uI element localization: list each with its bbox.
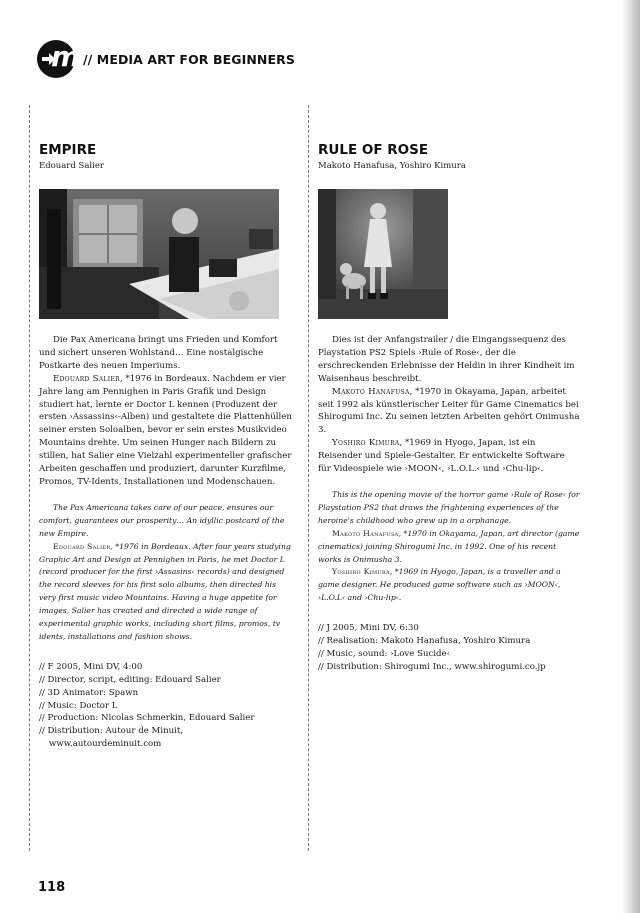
office-scene-image <box>39 189 279 319</box>
media-art-logo <box>37 40 81 78</box>
artist-name: Makoto Hanafusa <box>332 528 399 538</box>
girl-with-dog-image <box>318 189 448 319</box>
english-paragraph: This is the opening movie of the horror game ›Rule of Rose‹ for Playstation PS2 that draws the frightening experiences of the heroine's childhood who grew up in a orphanage. <box>318 489 580 525</box>
credit-line: // Distribution: Shirogumi Inc., www.shirogumi.co.jp <box>318 661 546 672</box>
credits-list <box>318 622 580 674</box>
credit-line: // Music, sound: ›Love Sucide‹ <box>318 648 451 659</box>
english-text <box>39 502 292 644</box>
credit-line: // 3D Animator: Spawn <box>39 687 139 698</box>
article-empire <box>39 142 292 751</box>
german-paragraph: Die Pax Americana bringt uns Frieden und Komfort und sichert unseren Wohlstand… Eine nostalgische Postkarte des neuen Imperiums. <box>39 335 278 371</box>
column-divider-left <box>29 105 30 851</box>
credit-line: // Distribution: Autour de Minuit, <box>39 726 184 737</box>
german-text <box>318 334 580 476</box>
german-text <box>39 334 292 489</box>
series-title: // MEDIA ART FOR BEGINNERS <box>83 52 295 67</box>
bio-text: , *1976 in Bordeaux. Nachdem er vier Jahre lang am Pennighen in Paris Grafik und Design studiert hat, lernte er Doctor L kennen (Produzent der ersten ›Assassins‹-Alben) und gestaltete die Plattenhüllen seiner ersten Soloalben, bevor er sein erstes Musikvideo Mountains drehte. Um seinen Hunger nach Bildern zu stillen, hat Salier eine Vielzahl experimenteller grafischer Arbeiten geschaffen und produziert, darunter Kurzfilme, Promos, TV-Idents, Installationen und Modenschauen. <box>39 373 292 487</box>
artist-name: Edouard Salier <box>53 373 120 384</box>
english-paragraph: The Pax Americana takes care of our peace, ensures our comfort, guarantees our prosperity… An idyllic postcard of the new Empire. <box>39 502 285 538</box>
credit-line: // J 2005, Mini DV, 6:30 <box>318 623 419 634</box>
artist-name: Yoshiro Kimura <box>332 438 400 449</box>
credit-line: // Director, script, editing: Edouard Salier <box>39 674 221 685</box>
logo-letter: m <box>51 40 81 73</box>
credit-line: // Realisation: Makoto Hanafusa, Yoshiro Kimura <box>318 636 531 647</box>
bio-text: , *1970 in Okayama, Japan, arbeitet seit 1992 als künstlerischer Leiter für Game Cinematics bei Shirogumi Inc. Zu seinen letzten Arbeiten gehört Onimusha 3. <box>318 386 580 436</box>
credit-line: // Production: Nicolas Schmerkin, Edouard Salier <box>39 713 255 724</box>
rule-of-rose-film-still <box>318 189 448 319</box>
german-paragraph: Dies ist der Anfangstrailer / die Eingangssequenz des Playstation PS2 Spiels ›Rule of Rose‹, der die erschreckenden Erlebnisse der Heldin in ihrer Kindheit im Waisenhaus beschreibt. <box>318 335 575 384</box>
artist-name: Edouard Salier <box>53 541 111 551</box>
english-text <box>318 489 580 605</box>
german-bio <box>39 373 292 489</box>
empire-film-still <box>39 189 279 319</box>
article-authors: Edouard Salier <box>39 161 104 171</box>
bio-text: , *1969 in Hyogo, Japan, ist ein Reisender und Spiele-Gestalter. Er entwickelte Software für Videospiele wie ›MOON‹, ›L.O.L.‹ und ›Chu-lip‹. <box>318 438 565 475</box>
bio-text: , *1969 in Hyogo, Japan, is a traveller and a game designer. He produced game software such as ›MOON‹, ›L.O.L‹ and ›Chu-lip‹. <box>318 567 561 603</box>
article-title: RULE OF ROSE <box>318 142 429 158</box>
credit-line: // Music: Doctor L <box>39 700 118 711</box>
artist-name: Yoshiro Kimura <box>332 567 390 577</box>
page-edge-shadow <box>622 0 640 913</box>
english-bio <box>318 528 580 567</box>
credits-list <box>39 661 292 751</box>
credit-line: // F 2005, Mini DV, 4:00 <box>39 661 143 672</box>
article-title: EMPIRE <box>39 142 97 158</box>
bio-text: , *1970 in Okayama, Japan, art director (game cinematics) joining Shirogumi Inc. in 1992. One of his recent works is Onimusha 3. <box>318 528 580 564</box>
column-divider-right <box>308 105 309 851</box>
credit-url: www.autourdeminuit.com <box>49 739 162 750</box>
article-rule-of-rose <box>318 142 580 674</box>
english-bio <box>39 541 292 644</box>
german-bio <box>318 437 580 476</box>
english-bio <box>318 566 580 605</box>
artist-name: Makoto Hanafusa <box>332 386 410 397</box>
article-authors: Makoto Hanafusa, Yoshiro Kimura <box>318 161 466 171</box>
page-number: 118 <box>38 880 66 895</box>
bio-text: , *1976 in Bordeaux. After four years studying Graphic Art and Design at Pennighen in Paris, he met Doctor L (record producer for the first ›Assasins‹ records) and designed the record sleeves for his first solo albums, then directed his very first music video Mountains. Having a huge appetite for images, Salier has created and directed a wide range of experimental graphic works, including short films, promos, tv idents, installations and fashion shows. <box>39 541 291 641</box>
german-bio <box>318 386 580 438</box>
